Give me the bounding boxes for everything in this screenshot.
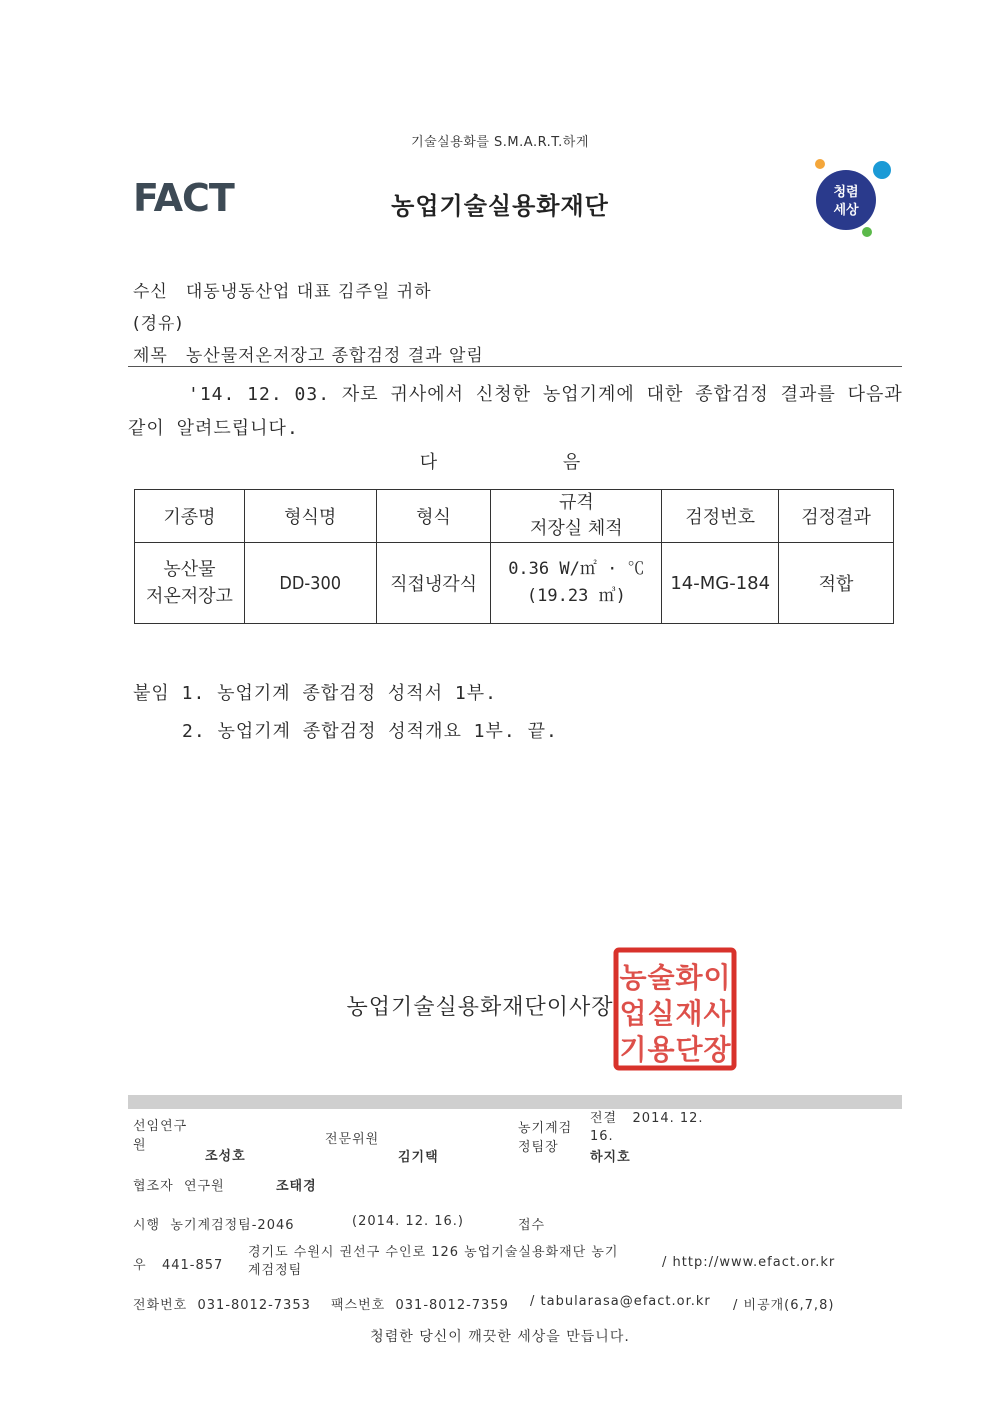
attachment-1 — [133, 679, 497, 705]
receipt-label: 접수 — [518, 1218, 546, 1233]
seal-char: 단 — [675, 1033, 703, 1066]
attachment-item-2: 2. 농업기계 종합검정 성적개요 1부. 끝. — [182, 721, 558, 742]
header-model: 형식명 — [244, 490, 376, 543]
cell-machine-line1: 농산물 — [163, 559, 216, 580]
name1-text: 조성호 — [205, 1149, 246, 1164]
subject-line — [133, 341, 484, 366]
approval — [590, 1110, 704, 1146]
cell-spec-line2: (19.23 ㎥) — [526, 586, 626, 606]
exec-no: 농기계검정팀-2046 — [170, 1218, 295, 1233]
attachment-item-1: 1. 농업기계 종합검정 성적서 1부. — [181, 683, 497, 704]
cell-result: 적합 — [779, 543, 894, 624]
subject-value: 농산물저온저장고 종합검정 결과 알림 — [185, 346, 484, 366]
approval-date-line2: 16. — [590, 1129, 614, 1144]
footer-bar — [128, 1095, 902, 1109]
fax-value: 031-8012-7359 — [395, 1298, 509, 1313]
cell-spec-line1: 0.36 W/㎡ · ℃ — [508, 559, 645, 579]
coop-label: 협조자 — [133, 1179, 174, 1194]
official-seal-icon — [613, 947, 737, 1071]
integrity-emblem-icon — [810, 158, 900, 248]
table-row — [135, 543, 894, 624]
role3-line2: 정팀장 — [518, 1140, 559, 1155]
phone-label: 전화번호 — [133, 1298, 188, 1313]
recipient-label: 수신 — [133, 282, 168, 302]
cell-spec — [491, 543, 662, 624]
seal-char: 장 — [703, 1033, 731, 1066]
zip-label: 우 — [133, 1258, 147, 1273]
name3-text: 하지호 — [590, 1150, 631, 1165]
disclosure-status: / 비공개(6,7,8) — [733, 1298, 835, 1313]
exec-label: 시행 — [133, 1218, 161, 1233]
seal-char: 업 — [619, 997, 647, 1030]
approval-label: 전결 — [590, 1111, 618, 1126]
approval-date-line1: 2014. 12. — [632, 1111, 704, 1126]
seal-char: 농 — [619, 961, 647, 994]
attachment-label: 붙임 — [133, 683, 170, 704]
zip-value: 441-857 — [161, 1258, 224, 1273]
body-line-1: '14. 12. 03. 자로 귀사에서 신청한 농업기계에 대한 종합검정 결과를 다음과 — [188, 384, 903, 405]
role3-line1: 농기계검 — [518, 1121, 573, 1136]
coop-name-text: 조태경 — [276, 1179, 317, 1194]
seal-char: 사 — [703, 997, 731, 1030]
emblem-text-2: 세상 — [833, 203, 859, 218]
closing-slogan: 청렴한 당신이 깨끗한 세상을 만듭니다. — [370, 1329, 630, 1345]
seal-char: 이 — [703, 961, 731, 994]
cell-cert-no: 14-MG-184 — [662, 543, 779, 624]
subject-label: 제목 — [133, 346, 168, 366]
role2: 전문위원 — [325, 1132, 380, 1147]
sender-name: 농업기술실용화재단이사장 — [346, 995, 614, 1020]
dah-heading: 다 음 — [419, 452, 641, 473]
header-spec-line1: 규격 — [558, 492, 594, 513]
email-link[interactable]: / tabularasa@efact.or.kr — [530, 1294, 711, 1309]
slogan: 기술실용화를 S.M.A.R.T.하게 — [411, 135, 589, 150]
seal-char: 용 — [647, 1033, 675, 1066]
name3 — [590, 1146, 631, 1165]
header-divider — [128, 366, 902, 367]
header-type: 형식 — [376, 490, 491, 543]
coop-name — [276, 1175, 317, 1194]
address-line1: 경기도 수원시 권선구 수인로 126 농업기술실용화재단 농기 — [248, 1245, 619, 1260]
name1 — [205, 1145, 246, 1164]
seal-char: 재 — [675, 997, 703, 1030]
address-line2: 계검정팀 — [248, 1263, 303, 1278]
header-spec — [491, 490, 662, 543]
role3 — [518, 1119, 572, 1157]
cooperation-line — [133, 1175, 225, 1194]
role1-line2: 원 — [133, 1138, 147, 1153]
emblem-text-1: 청렴 — [833, 185, 859, 200]
organization-title: 농업기술실용화재단 — [391, 192, 609, 220]
fax-line — [331, 1294, 509, 1313]
cell-type: 직접냉각식 — [376, 543, 491, 624]
result-table — [134, 489, 894, 624]
cell-model: DD-300 — [244, 543, 376, 624]
header-result: 검정결과 — [779, 490, 894, 543]
header-cert-no: 검정번호 — [662, 490, 779, 543]
header-spec-line2: 저장실 체적 — [530, 518, 623, 539]
seal-char: 실 — [647, 997, 675, 1030]
recipient-value: 대동냉동산업 대표 김주일 귀하 — [185, 282, 432, 302]
zip-line — [133, 1254, 223, 1273]
exec-line — [133, 1214, 295, 1233]
cell-machine-line2: 저온저장고 — [145, 586, 233, 607]
body-text — [128, 378, 908, 446]
fax-label: 팩스번호 — [331, 1298, 386, 1313]
exec-date: (2014. 12. 16.) — [352, 1214, 464, 1229]
header-machine: 기종명 — [135, 490, 245, 543]
table-header-row — [135, 490, 894, 543]
fact-logo: FACT — [133, 176, 234, 220]
phone-line — [133, 1294, 311, 1313]
role1-line1: 선임연구 — [133, 1119, 188, 1134]
recipient-line — [133, 277, 432, 302]
seal-char: 술 — [647, 961, 675, 994]
website-link[interactable]: / http://www.efact.or.kr — [662, 1255, 836, 1270]
body-line-2: 같이 알려드립니다. — [128, 418, 299, 439]
name2-text: 김기택 — [398, 1150, 439, 1165]
address — [248, 1244, 663, 1280]
via-line: (경유) — [133, 314, 184, 334]
role1 — [133, 1117, 187, 1155]
phone-value: 031-8012-7353 — [197, 1298, 311, 1313]
coop-role: 연구원 — [183, 1179, 225, 1194]
cell-machine — [135, 543, 245, 624]
name2 — [398, 1146, 439, 1165]
seal-char: 화 — [675, 961, 703, 994]
seal-char: 기 — [619, 1033, 647, 1066]
